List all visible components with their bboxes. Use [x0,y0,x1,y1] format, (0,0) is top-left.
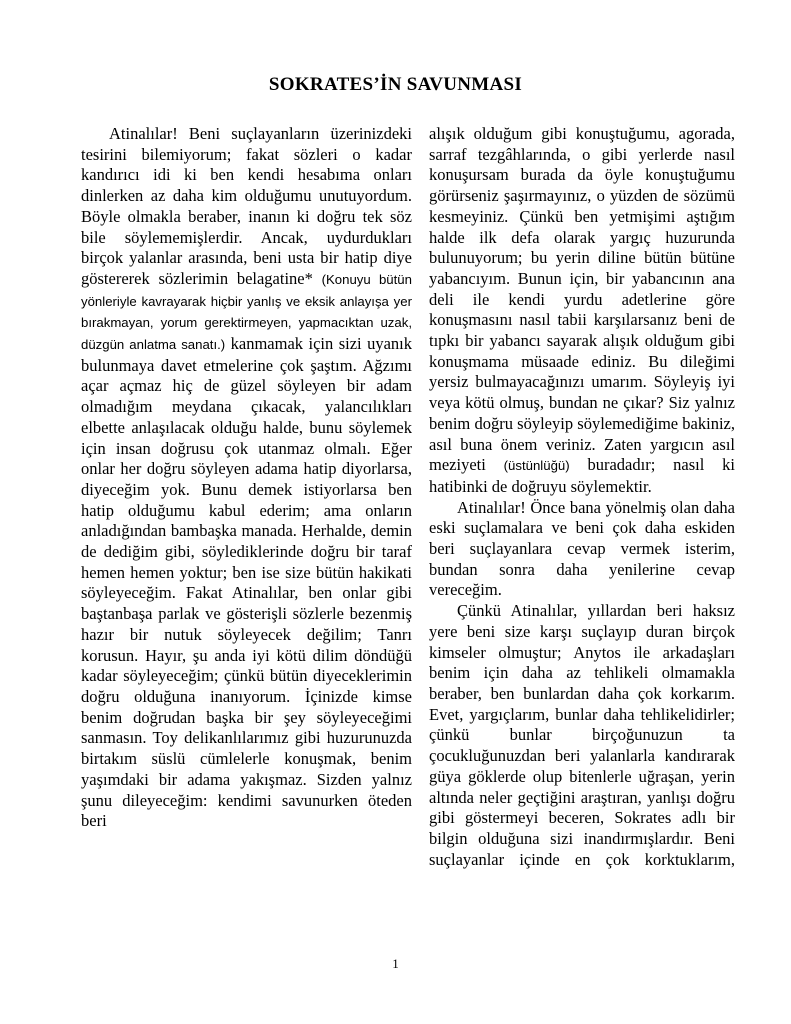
left-column [81,124,412,870]
right-column [429,124,735,870]
paragraph [81,124,412,832]
paragraph [429,601,735,870]
inline-note: (üstünlüğü) [503,458,570,474]
paragraph [429,124,735,498]
body-text: kanmamak için sizi uyanık bulunmaya davet etmelerine çok şaştım. Ağzımı açar açmaz hiç de güzel söyleyen bir adam olmadığım meydana çıkacak, yalancılıkları elbette anlaşılacak olduğu halde, bunu söylemek için insan doğrusu çok utanmaz olmalı. Eğer onlar her doğru söyleyen adama hatip diyorlarsa, diyeceğim yok. Bunu demek istiyorlarsa ben hatip olduğumu kabul ederim; ama onların anladığından bambaşka manada. Herhalde, demin de dediğim gibi, söylediklerinde doğru bir taraf hemen hemen yoktur; ben ise size bütün hakikati söyleyeceğim. Fakat Atinalılar, ben onlar gibi baştanbaşa parlak ve gösterişli sözlerle bezenmiş hazır bir nutuk söyleyecek değilim; Tanrı korusun. Hayır, şu anda iyi kötü dilim döndüğü kadar söyleyeceğim; çünkü bütün diyeceklerimin doğru olduğuna inanıyorum. İçinizde kimse benim doğrudan başka bir şey söyleyeceğimi sanmasın. Toy delikanlılarımız gibi huzurunuzda birtakım süslü cümlelerle konuşmak, benim yaşımdaki bir adama yakışmaz. Sizden yalnız şunu dileyeceğim: kendimi savunurken öteden beri [81,334,412,831]
body-text: buradadır; nasıl ki hatibinki de doğruyu söylemektir. [429,455,735,496]
body-text: alışık olduğum gibi konuştuğumu, agorada, sarraf tezgâhlarında, o gibi yerlerde nasıl konuşursam burada da öyle konuştuğumu görürseniz şaşırmayınız, o yüzden de sözümü kesmeyiniz. Çünkü ben yetmişimi aştığım halde ilk defa olarak yargıç huzurunda bulunuyorum; bu yerin diline bütün bütüne yabancıyım. Bunun için, bir yabancının ana deli ile kendi yurdu adetlerine göre konuşmasını nasıl tabii karşılarsanız beni de tıpkı bir yabancı sayarak alışık olduğum gibi konuşmama müsaade ediniz. Bu dileğimi yersiz bulmayacağınızı umarım. Söyleyiş iyi veya kötü olmuş, bundan ne çıkar? Siz yalnız benim doğru söyleyip söylemediğime bakiniz, asıl buna önem veriniz. Zaten yargıcın asıl meziyeti [429,124,735,475]
body-text: Çünkü Atinalılar, yıllardan beri haksız yere beni size karşı suçlayıp duran birçok kimseler olmuştur; Anytos ile arkadaşları benim için daha az tehlikeli olmamakla beraber, ben bunlardan daha çok korkarım. Evet, yargıçlarım, bunlar daha tehlikelidirler; çünkü bunlar birçoğunuzun ta çocukluğunuzdan beri yalanlarla kandırarak güya göklerde olup bitenlerle uğraşan, yerin altında neler geçtiğini araştıran, yanlışı doğru gibi göstermeyi beceren, Sokrates adlı bir bilgin olduğuna sizi inandırmışlardır. Beni suçlayanlar içinde en çok korktuklarım, [429,601,735,869]
body-text: Atinalılar! Önce bana yönelmiş olan daha eski suçlamalara ve beni çok daha eskiden beri suçlayanlara cevap vermek isterim, bundan sonra daha yenilerine cevap vereceğim. [429,497,735,600]
two-column-text-block [81,124,735,870]
page-number: 1 [392,956,399,971]
page-title: SOKRATES’İN SAVUNMASI [268,74,523,95]
inline-note: (Konuyu bütün yönleriyle kavrayarak hiçbir yanlış ve eksik anlayışa yer bırakmayan, yorum gerektirmeyen, yapmacıktan uzak, düzgün anlatma sanatı.) [81,271,412,353]
paragraph [429,498,735,602]
body-text: Atinalılar! Beni suçlayanların üzerinizdeki tesirini bilemiyorum; fakat sözleri o kadar kandırıcı idi ki ben kendi hesabıma onları dinlerken az daha kim olduğumu unutuyordum. Böyle olmakla beraber, inanın ki doğru tek söz bile söylememişlerdir. Ancak, uydurdukları birçok yalanlar arasında, beni usta bir hatip diye göstererek sözlerimin belagatine* [81,124,412,288]
